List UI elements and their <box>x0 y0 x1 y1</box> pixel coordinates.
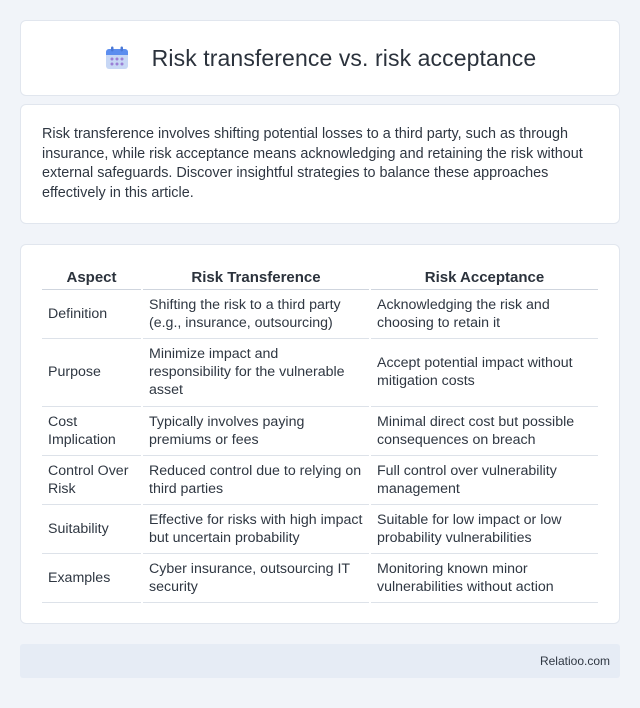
footer-brand: Relatioo.com <box>539 654 610 668</box>
page-title: Risk transference vs. risk acceptance <box>151 44 537 71</box>
table-row <box>42 455 598 504</box>
intro-text: Risk transference involves shifting potential losses to a third party, such as through insurance, while risk acceptance means acknowledging and retaining the risk without external safeguards. Discover insightful strategies to balance these approaches effectively in this article. <box>42 126 583 201</box>
aspect-cell: Suitability <box>42 504 142 553</box>
calendar-icon <box>104 45 130 71</box>
aspect-cell: Examples <box>42 553 142 602</box>
transference-cell: Typically involves paying premiums or fees <box>142 406 370 455</box>
transference-cell: Minimize impact and responsibility for the vulnerable asset <box>142 338 370 406</box>
title-card <box>20 20 620 96</box>
table-row <box>42 504 598 553</box>
aspect-cell: Cost Implication <box>42 406 142 455</box>
aspect-cell: Purpose <box>42 338 142 406</box>
acceptance-cell: Monitoring known minor vulnerabilities without action <box>370 553 598 602</box>
transference-cell: Shifting the risk to a third party (e.g., insurance, outsourcing) <box>142 289 370 338</box>
comparison-table <box>42 261 598 603</box>
acceptance-cell: Minimal direct cost but possible consequences on breach <box>370 406 598 455</box>
acceptance-cell: Acknowledging the risk and choosing to retain it <box>370 289 598 338</box>
header-risk-acceptance: Risk Acceptance <box>370 261 598 289</box>
table-row <box>42 338 598 406</box>
acceptance-cell: Suitable for low impact or low probability vulnerabilities <box>370 504 598 553</box>
aspect-cell: Control Over Risk <box>42 455 142 504</box>
table-row <box>42 553 598 602</box>
transference-cell: Reduced control due to relying on third parties <box>142 455 370 504</box>
footer <box>20 644 620 678</box>
comparison-table-card <box>20 244 620 624</box>
header-risk-transference: Risk Transference <box>142 261 370 289</box>
acceptance-cell: Full control over vulnerability management <box>370 455 598 504</box>
transference-cell: Effective for risks with high impact but uncertain probability <box>142 504 370 553</box>
intro-card <box>20 104 620 224</box>
table-header-row <box>42 261 598 289</box>
header-aspect: Aspect <box>42 261 142 289</box>
table-row <box>42 289 598 338</box>
transference-cell: Cyber insurance, outsourcing IT security <box>142 553 370 602</box>
table-row <box>42 406 598 455</box>
aspect-cell: Definition <box>42 289 142 338</box>
acceptance-cell: Accept potential impact without mitigation costs <box>370 338 598 406</box>
